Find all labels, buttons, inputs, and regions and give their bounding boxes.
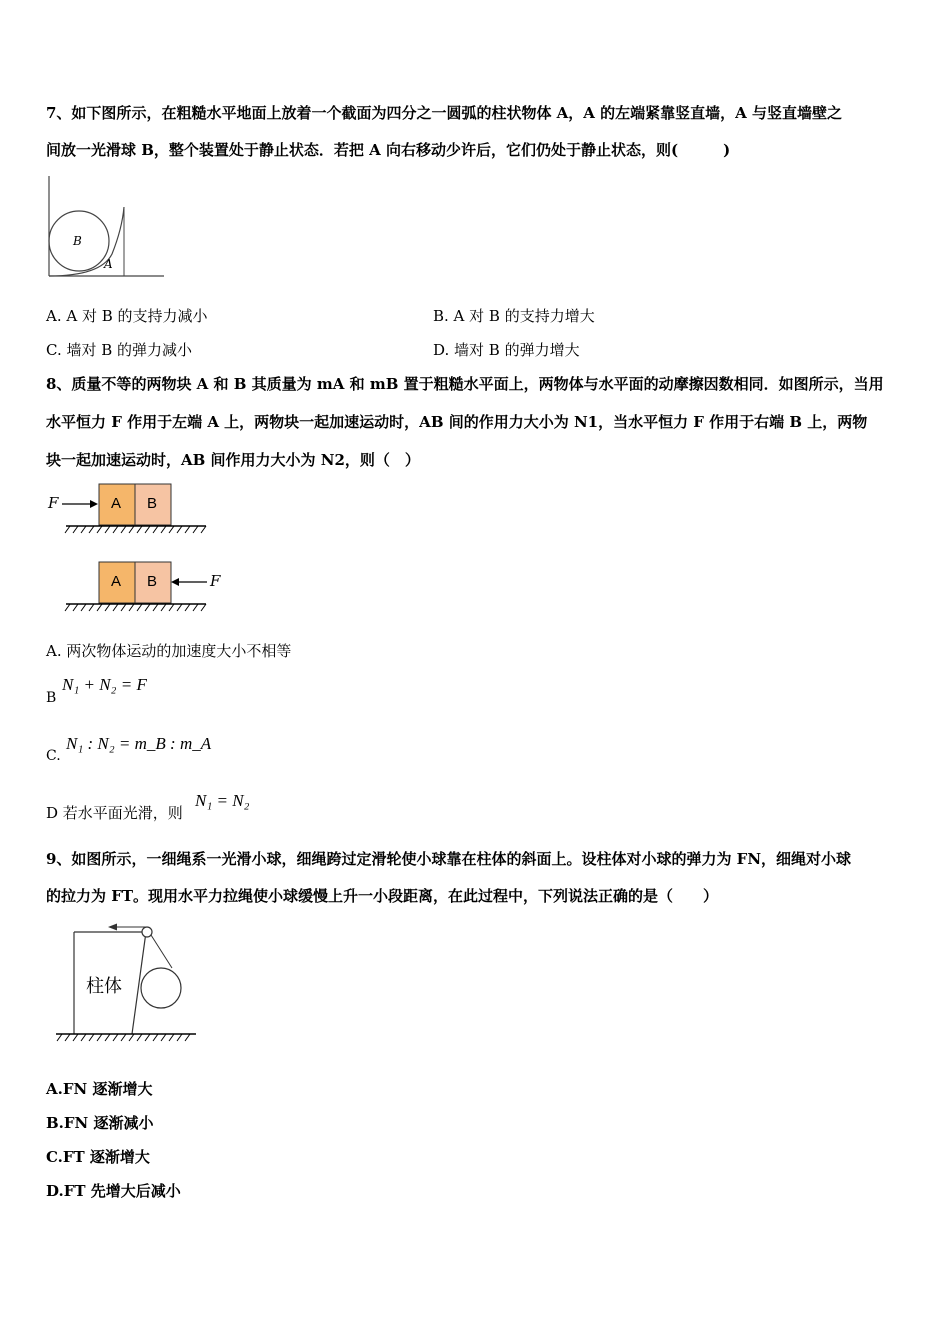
q8-option-d-formula: N₁ = N₂ <box>195 791 250 810</box>
q8-fig1-force-label: F <box>48 494 59 512</box>
q9-option-d: D.FT 先增大后减小 <box>46 1182 181 1200</box>
q8-option-a: A. 两次物体运动的加速度大小不相等 <box>46 642 292 660</box>
q8-fig1-hatching <box>65 526 206 533</box>
q9-option-c: C.FT 逐渐增大 <box>46 1148 150 1166</box>
q8-fig2 <box>60 560 220 615</box>
q8-fig2-label-b: B <box>147 573 158 590</box>
q8-fig2-arrowhead <box>171 578 179 586</box>
q9-ball <box>141 968 181 1008</box>
q8-stem-line1: 8、质量不等的两物块 A 和 B 其质量为 mA 和 mB 置于粗糙水平面上，两物体与水平面的动摩擦因数相同．如图所示，当用 <box>46 375 884 393</box>
q9-pulley <box>142 927 152 937</box>
q9-figure <box>54 920 199 1045</box>
q9-rope-to-ball <box>151 935 172 968</box>
q9-pull-arrowhead <box>108 924 117 931</box>
q8-fig1-label-b: B <box>147 495 158 512</box>
q8-fig1 <box>60 482 210 537</box>
q8-fig2-hatching <box>65 604 206 611</box>
q9-stem-line1: 9、如图所示，一细绳系一光滑小球，细绳跨过定滑轮使小球靠在柱体的斜面上。设柱体对小球的弹力为 FN，细绳对小球 <box>46 850 852 868</box>
q9-hatching <box>57 1034 190 1041</box>
q7-stem-line2: 间放一光滑球 B，整个装置处于静止状态．若把 A 向右移动少许后，它们仍处于静止状态，则( ) <box>46 141 731 159</box>
q9-option-a: A.FN 逐渐增大 <box>46 1080 153 1098</box>
q8-fig2-label-a: A <box>111 573 122 590</box>
q8-stem-line2: 水平恒力 F 作用于左端 A 上，两物块一起加速运动时，AB 间的作用力大小为 N1，当水平恒力 F 作用于右端 B 上，两物 <box>46 413 868 431</box>
q9-stem-line2: 的拉力为 FT。现用水平力拉绳使小球缓慢上升一小段距离，在此过程中，下列说法正确的是（ ） <box>46 887 719 905</box>
q9-pillar-label: 柱体 <box>86 976 122 997</box>
q8-option-d-prefix: D 若水平面光滑，则 <box>46 804 183 822</box>
q8-option-b-prefix: B <box>46 690 57 706</box>
q7-option-d: D. 墙对 B 的弹力增大 <box>433 341 580 359</box>
q7-option-c: C. 墙对 B 的弹力减小 <box>46 341 193 359</box>
q8-option-c-prefix: C. <box>46 748 61 764</box>
q8-option-b-formula: N₁ + N₂ = F <box>62 675 147 694</box>
q8-fig1-label-a: A <box>111 495 122 512</box>
q7-option-a: A. A 对 B 的支持力减小 <box>46 307 208 325</box>
q7-label-a: A <box>104 257 113 271</box>
q8-fig1-arrowhead <box>90 500 98 508</box>
q7-label-b: B <box>73 234 82 248</box>
q8-stem-line3: 块一起加速运动时，AB 间作用力大小为 N2，则（ ） <box>46 451 420 469</box>
q7-stem-line1: 7、如下图所示，在粗糙水平地面上放着一个截面为四分之一圆弧的柱状物体 A，A 的左端紧靠竖直墙，A 与竖直墙壁之 <box>46 104 843 122</box>
q8-option-c-formula: N₁ : N₂ = m_B : m_A <box>66 734 212 753</box>
q9-option-b: B.FN 逐渐减小 <box>46 1114 154 1132</box>
q7-option-b: B. A 对 B 的支持力增大 <box>433 307 595 325</box>
q8-fig2-force-label: F <box>210 572 221 590</box>
